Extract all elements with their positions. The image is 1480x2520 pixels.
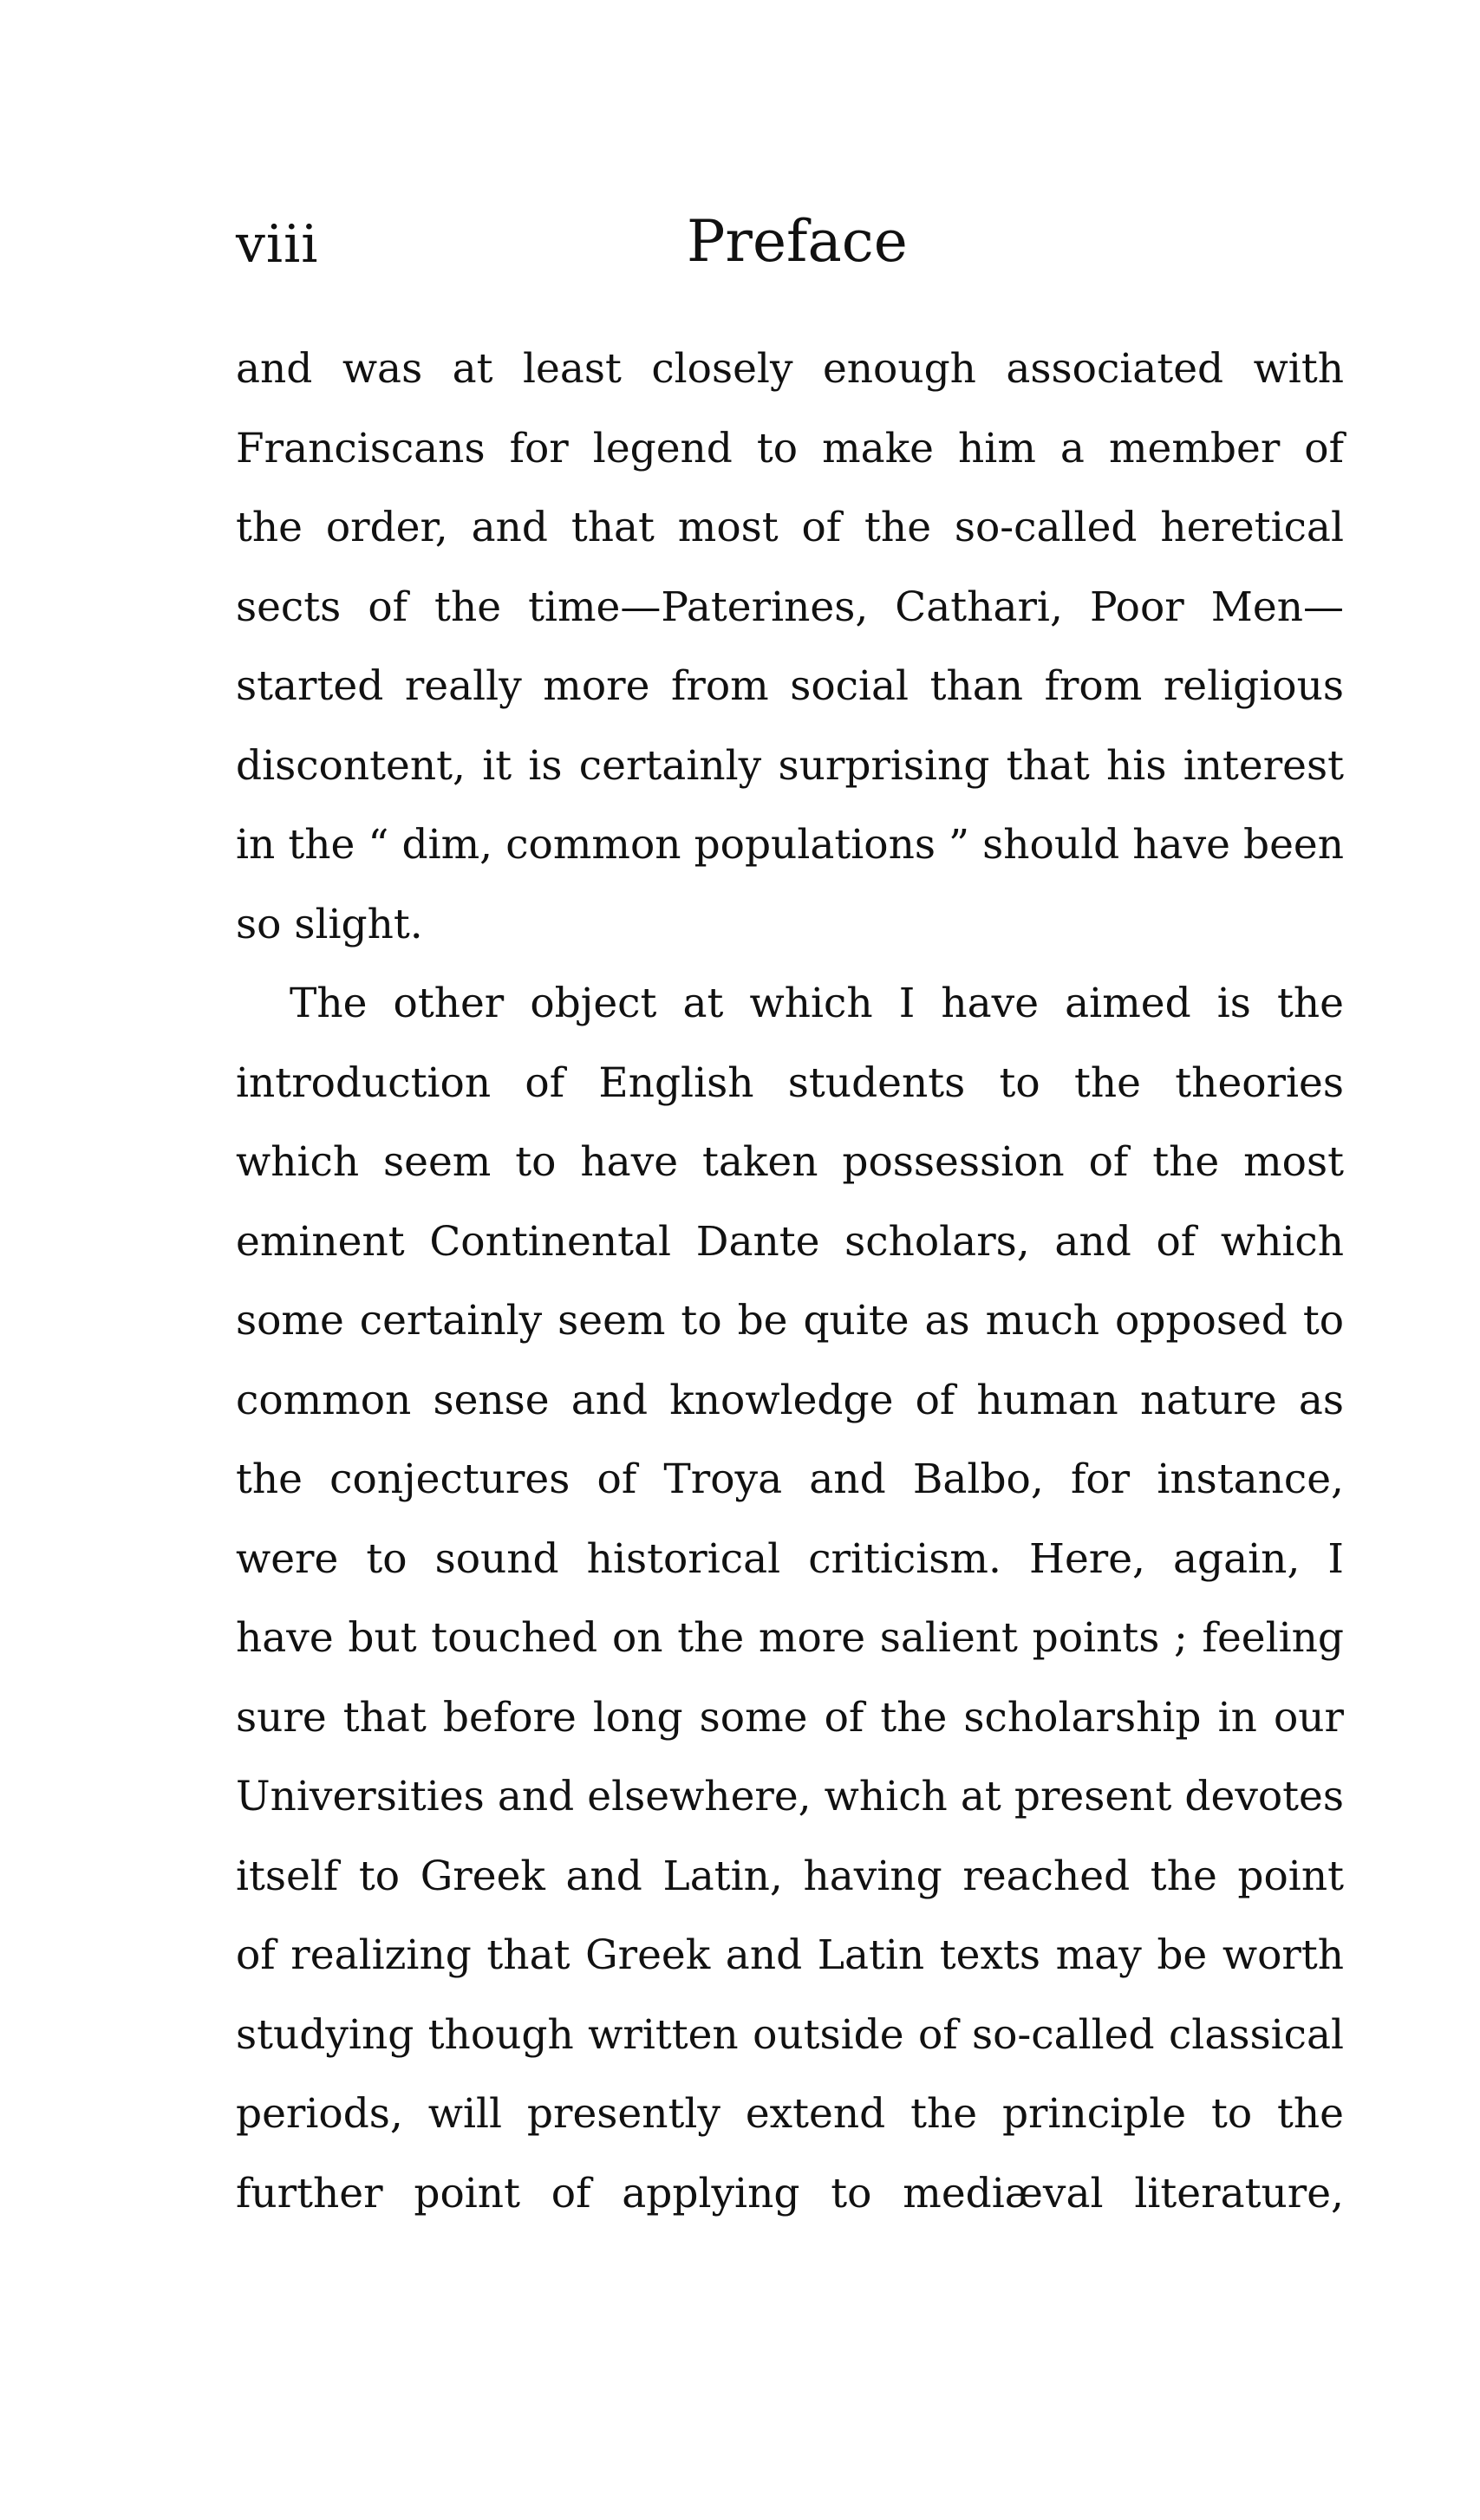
text-line: further point of applying to mediæval literature, — [236, 2169, 1344, 2217]
text-line: so slight. — [236, 900, 423, 948]
running-title: Preface — [687, 208, 908, 275]
text-line: periods, will presently extend the principle to the — [236, 2090, 1344, 2138]
text-line: started really more from social than from religious — [236, 662, 1344, 710]
text-line: common sense and knowledge of human nature as — [236, 1376, 1344, 1424]
text-line: and was at least closely enough associated with — [236, 345, 1344, 393]
text-line: Universities and elsewhere, which at present devotes — [236, 1773, 1344, 1820]
body-text — [236, 329, 1344, 2233]
page-number: viii — [236, 214, 319, 275]
text-line: sects of the time—Paterines, Cathari, Poor Men— — [236, 583, 1344, 631]
text-line: have but touched on the more salient points ; feeling — [236, 1614, 1344, 1662]
text-line: Franciscans for legend to make him a member of — [236, 424, 1344, 472]
text-line: some certainly seem to be quite as much opposed to — [236, 1297, 1344, 1345]
text-line: of realizing that Greek and Latin texts may be worth — [236, 1931, 1344, 1979]
paragraph-first-line: The other object at which I have aimed is the — [290, 980, 1344, 1027]
text-line: in the “ dim, common populations ” should have been — [236, 821, 1344, 869]
text-line: sure that before long some of the scholarship in our — [236, 1693, 1344, 1742]
text-line: the order, and that most of the so-called heretical — [236, 504, 1344, 551]
text-line: discontent, it is certainly surprising that his interest — [236, 741, 1344, 790]
text-line: itself to Greek and Latin, having reached the point — [236, 1852, 1344, 1900]
text-line: which seem to have taken possession of the most — [236, 1138, 1344, 1186]
text-line: were to sound historical criticism. Here, again, I — [236, 1534, 1344, 1583]
text-line: studying though written outside of so-called classical — [236, 2010, 1344, 2059]
text-line: the conjectures of Troya and Balbo, for instance, — [236, 1455, 1344, 1503]
text-line: eminent Continental Dante scholars, and of which — [236, 1217, 1344, 1266]
page-header — [236, 201, 1344, 279]
text-line: introduction of English students to the theories — [236, 1058, 1344, 1107]
